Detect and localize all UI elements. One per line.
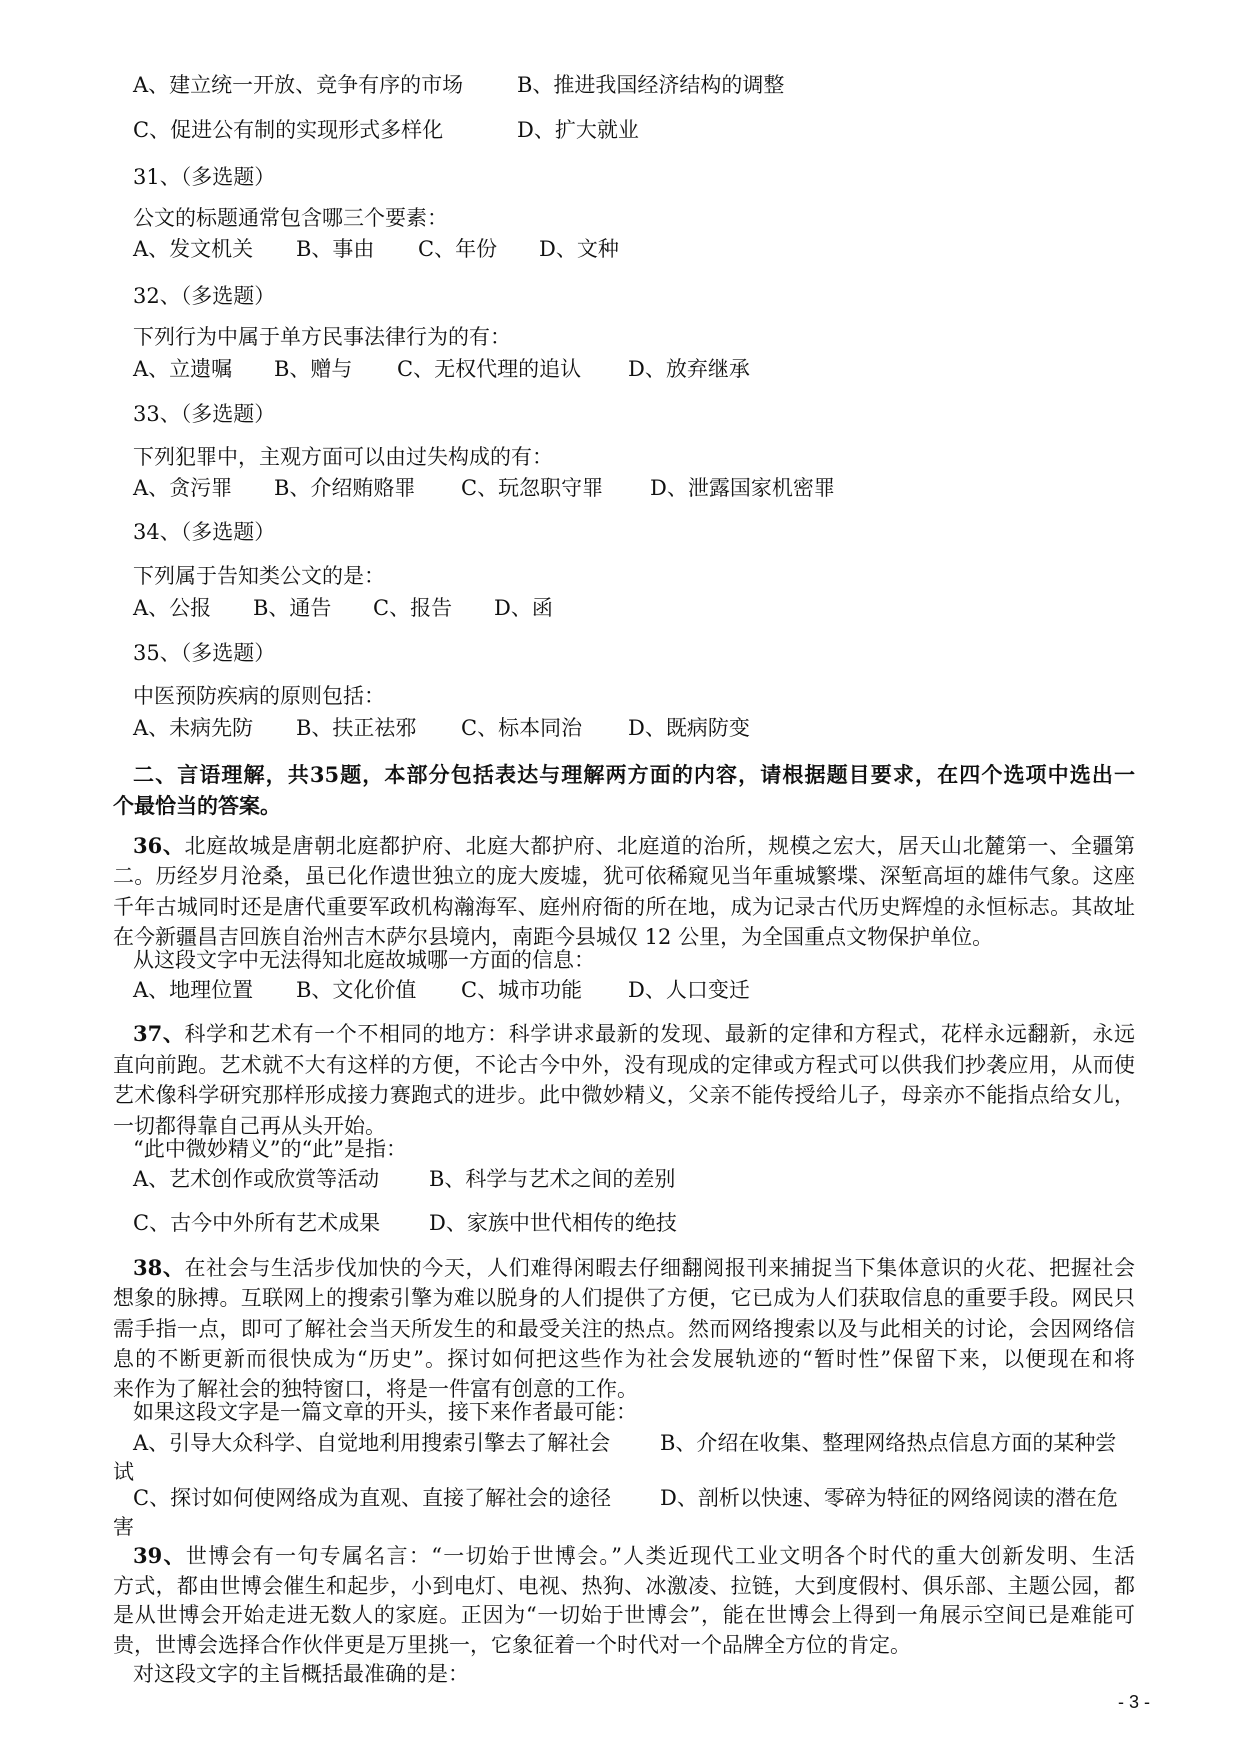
q38-option-d: D、剖析以快速、零碎为特征的网络阅读的潜在危 bbox=[660, 1486, 1118, 1510]
q33-option-c: C、玩忽职守罪 bbox=[461, 476, 604, 500]
q37-option-b: B、科学与艺术之间的差别 bbox=[429, 1167, 676, 1191]
q32-stem: 下列行为中属于单方民事法律行为的有： bbox=[133, 325, 511, 349]
q37-option-d: D、家族中世代相传的绝技 bbox=[429, 1211, 677, 1235]
q35-label: 35、（多选题） bbox=[133, 641, 276, 665]
q36-passage-line: 在今新疆昌吉回族自治州吉木萨尔县境内，南距今县城仅 12 公里，为全国重点文物保护单位。 bbox=[113, 925, 994, 949]
q39-text: 世博会有一句专属名言：“一切始于世博会。”人类近现代工业文明各个时代的重大创新发明、生活 bbox=[185, 1544, 1135, 1568]
q39-stem: 对这段文字的主旨概括最准确的是： bbox=[133, 1662, 469, 1686]
q36-option-b: B、文化价值 bbox=[296, 978, 417, 1002]
q33-option-d: D、泄露国家机密罪 bbox=[650, 476, 835, 500]
q36-number: 36、 bbox=[133, 833, 185, 858]
q35-option-b: B、扶正祛邪 bbox=[296, 716, 417, 740]
q31-option-a: A、发文机关 bbox=[133, 237, 254, 261]
q38-stem: 如果这段文字是一篇文章的开头，接下来作者最可能： bbox=[133, 1400, 637, 1424]
q32-option-a: A、立遗嘱 bbox=[133, 357, 233, 381]
q33-stem: 下列犯罪中，主观方面可以由过失构成的有： bbox=[133, 445, 553, 469]
q36-text: 北庭故城是唐朝北庭都护府、北庭大都护府、北庭道的治所，规模之宏大，居天山北麓第一、全疆第 bbox=[184, 834, 1135, 858]
q38-option-d-wrap: 害 bbox=[113, 1515, 134, 1539]
q38-passage-line: 来作为了解社会的独特窗口，将是一件富有创意的工作。 bbox=[113, 1377, 638, 1401]
q35-option-a: A、未病先防 bbox=[133, 716, 254, 740]
q39-passage-line bbox=[133, 1541, 1135, 1571]
q30-option-d: D、扩大就业 bbox=[517, 118, 639, 142]
q36-option-d: D、人口变迁 bbox=[628, 978, 750, 1002]
q37-passage-line: 艺术像科学研究那样形成接力赛跑式的进步。此中微妙精义，父亲不能传授给儿子，母亲亦不能指点给女儿， bbox=[113, 1083, 1135, 1107]
q37-text: 科学和艺术有一个不相同的地方：科学讲求最新的发现、最新的定律和方程式，花样永远翻新，永远 bbox=[184, 1022, 1135, 1046]
q38-passage-line: 想象的脉搏。互联网上的搜索引擎为难以脱身的人们提供了方便，它已成为人们获取信息的重要手段。网民只 bbox=[113, 1286, 1135, 1310]
q37-number: 37、 bbox=[133, 1021, 185, 1046]
q36-passage-line bbox=[133, 831, 1135, 861]
q39-passage-line: 方式，都由世博会催生和起步，小到电灯、电视、热狗、冰激凌、拉链，大到度假村、俱乐部、主题公园，都 bbox=[113, 1574, 1135, 1598]
q35-option-d: D、既病防变 bbox=[628, 716, 750, 740]
q33-option-b: B、介绍贿赂罪 bbox=[274, 476, 416, 500]
q35-option-c: C、标本同治 bbox=[461, 716, 583, 740]
q37-passage-line: 一切都得靠自己再从头开始。 bbox=[113, 1114, 386, 1138]
q38-passage-line bbox=[133, 1253, 1135, 1283]
q34-stem: 下列属于告知类公文的是： bbox=[133, 564, 385, 588]
q38-number: 38、 bbox=[133, 1255, 185, 1280]
q35-stem: 中医预防疾病的原则包括： bbox=[133, 684, 385, 708]
q34-option-a: A、公报 bbox=[133, 596, 212, 620]
q37-stem: “此中微妙精义”的“此”是指： bbox=[133, 1137, 407, 1161]
q38-option-a: A、引导大众科学、自觉地利用搜索引擎去了解社会 bbox=[133, 1431, 611, 1455]
q37-passage-line: 直向前跑。艺术就不大有这样的方便，不论古今中外，没有现成的定律或方程式可以供我们抄袭应用，从而使 bbox=[113, 1053, 1135, 1077]
q31-option-d: D、文种 bbox=[539, 237, 619, 261]
q32-option-b: B、赠与 bbox=[274, 357, 353, 381]
section-heading-line-1: 二、言语理解，共35题，本部分包括表达与理解两方面的内容，请根据题目要求，在四个选项中选出一 bbox=[133, 762, 1135, 787]
q37-option-a: A、艺术创作或欣赏等活动 bbox=[133, 1167, 380, 1191]
q37-passage-line bbox=[133, 1019, 1135, 1049]
q32-option-d: D、放弃继承 bbox=[628, 357, 750, 381]
q38-option-c: C、探讨如何使网络成为直观、直接了解社会的途径 bbox=[133, 1486, 612, 1510]
q38-option-b-wrap: 试 bbox=[113, 1460, 134, 1484]
page-number: - 3 - bbox=[1117, 1692, 1150, 1712]
q39-number: 39、 bbox=[133, 1543, 186, 1568]
q39-passage-line: 是从世博会开始走进无数人的家庭。正因为“一切始于世博会”，能在世博会上得到一角展示空间已是难能可 bbox=[113, 1603, 1135, 1627]
q38-passage-line: 息的不断更新而很快成为“历史”。探讨如何把这些作为社会发展轨迹的“暂时性”保留下来，以便现在和将 bbox=[113, 1347, 1135, 1371]
q38-option-b: B、介绍在收集、整理网络热点信息方面的某种尝 bbox=[660, 1431, 1117, 1455]
q34-label: 34、（多选题） bbox=[133, 520, 276, 544]
q39-passage-line: 贵，世博会选择合作伙伴更是万里挑一，它象征着一个时代对一个品牌全方位的肯定。 bbox=[113, 1633, 911, 1657]
q30-option-a: A、建立统一开放、竞争有序的市场 bbox=[133, 73, 464, 97]
q32-label: 32、（多选题） bbox=[133, 284, 276, 308]
q34-option-d: D、函 bbox=[494, 596, 553, 620]
q31-option-b: B、事由 bbox=[296, 237, 375, 261]
q36-passage-line: 千年古城同时还是唐代重要军政机构瀚海军、庭州府衙的所在地，成为记录古代历史辉煌的永恒标志。其故址 bbox=[113, 895, 1135, 919]
q31-label: 31、（多选题） bbox=[133, 165, 276, 189]
q30-option-b: B、推进我国经济结构的调整 bbox=[517, 73, 785, 97]
q34-option-b: B、通告 bbox=[253, 596, 332, 620]
section-heading-line-2: 个最恰当的答案。 bbox=[113, 793, 281, 818]
q32-option-c: C、无权代理的追认 bbox=[397, 357, 582, 381]
q36-stem: 从这段文字中无法得知北庭故城哪一方面的信息： bbox=[133, 948, 595, 972]
q36-option-c: C、城市功能 bbox=[461, 978, 583, 1002]
q37-option-c: C、古今中外所有艺术成果 bbox=[133, 1211, 381, 1235]
q38-text: 在社会与生活步伐加快的今天，人们难得闲暇去仔细翻阅报刊来捕捉当下集体意识的火花、把握社会 bbox=[184, 1256, 1135, 1280]
q33-option-a: A、贪污罪 bbox=[133, 476, 233, 500]
q34-option-c: C、报告 bbox=[373, 596, 453, 620]
q36-passage-line: 二。历经岁月沧桑，虽已化作遗世独立的庞大废墟，犹可依稀窥见当年重城繁堞、深堑高垣的雄伟气象。这座 bbox=[113, 864, 1135, 888]
q31-stem: 公文的标题通常包含哪三个要素： bbox=[133, 206, 448, 230]
q38-passage-line: 需手指一点，即可了解社会当天所发生的和最受关注的热点。然而网络搜索以及与此相关的讨论，会因网络信 bbox=[113, 1317, 1135, 1341]
q30-option-c: C、促进公有制的实现形式多样化 bbox=[133, 118, 444, 142]
q33-label: 33、（多选题） bbox=[133, 402, 276, 426]
q36-option-a: A、地理位置 bbox=[133, 978, 254, 1002]
q31-option-c: C、年份 bbox=[418, 237, 498, 261]
